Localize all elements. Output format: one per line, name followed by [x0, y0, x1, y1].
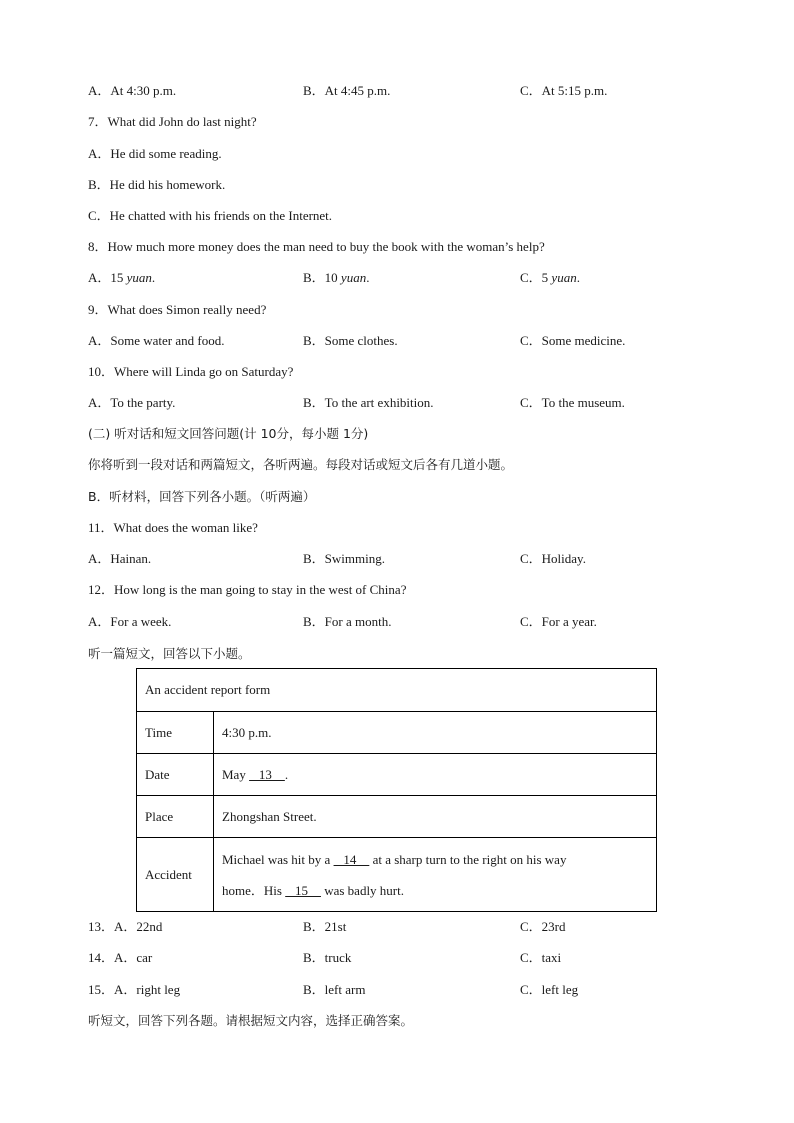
section2-instruction: 你将听到一段对话和两篇短文，各听两遍。每段对话或短文后各有几道小题。: [88, 457, 514, 472]
q11-option-b: B．Swimming.: [303, 551, 385, 566]
report-accident-row: [137, 838, 657, 912]
q6-option-c: C．At 5:15 p.m.: [520, 83, 608, 98]
time-label: Time: [137, 712, 214, 754]
q11-question: 11．What does the woman like?: [88, 520, 258, 535]
q8-option-a: A．15 yuan.: [88, 270, 156, 285]
section2-heading: (二) 听对话和短文回答问题(计 10分，每小题 1分): [88, 426, 369, 441]
q14-option-a: 14．A．car: [88, 950, 153, 965]
report-time-row: [137, 712, 657, 754]
blank-15: 15: [285, 882, 321, 898]
q15-options: [88, 982, 708, 998]
blank-14: 14: [333, 851, 370, 867]
q9-option-a: A．Some water and food.: [88, 333, 225, 348]
q8-options: [88, 270, 708, 286]
q6-option-b: B．At 4:45 p.m.: [303, 83, 391, 98]
q9-option-c: C．Some medicine.: [520, 333, 626, 348]
q12-option-b: B．For a month.: [303, 614, 392, 629]
q9-option-b: B．Some clothes.: [303, 333, 398, 348]
passage-intro: 听一篇短文，回答以下小题。: [88, 646, 251, 661]
time-value: 4:30 p.m.: [214, 712, 657, 754]
q10-options: [88, 395, 708, 411]
q11-option-c: C．Holiday.: [520, 551, 586, 566]
q8-option-c: C．5 yuan.: [520, 270, 580, 285]
q12-option-a: A．For a week.: [88, 614, 172, 629]
q6-options: [88, 83, 708, 99]
q13-option-a: 13．A．22nd: [88, 919, 163, 934]
q12-option-c: C．For a year.: [520, 614, 597, 629]
q14-option-b: B．truck: [303, 950, 352, 965]
q15-option-b: B．left arm: [303, 982, 366, 997]
accident-report-table: [136, 668, 657, 912]
report-date-row: [137, 754, 657, 796]
accident-value: Michael was hit by a 14 at a sharp turn to the right on his way home．His 15 was badly hurt.: [214, 838, 657, 912]
q10-question: 10．Where will Linda go on Saturday?: [88, 364, 294, 379]
q11-options: [88, 551, 708, 567]
q10-option-c: C．To the museum.: [520, 395, 625, 410]
q14-options: [88, 950, 708, 966]
report-place-row: [137, 796, 657, 838]
q6-option-a: A．At 4:30 p.m.: [88, 83, 177, 98]
q10-option-b: B．To the art exhibition.: [303, 395, 434, 410]
q11-option-a: A．Hainan.: [88, 551, 152, 566]
q9-question: 9．What does Simon really need?: [88, 302, 267, 317]
q9-options: [88, 333, 708, 349]
date-label: Date: [137, 754, 214, 796]
accident-label: Accident: [137, 838, 214, 912]
q15-option-c: C．left leg: [520, 982, 579, 997]
q7-option-c: C．He chatted with his friends on the Internet.: [88, 208, 333, 223]
q8-option-b: B．10 yuan.: [303, 270, 370, 285]
q12-question: 12．How long is the man going to stay in the west of China?: [88, 582, 407, 597]
report-title: An accident report form: [137, 669, 657, 712]
place-value: Zhongshan Street.: [214, 796, 657, 838]
q13-option-c: C．23rd: [520, 919, 566, 934]
q15-option-a: 15．A．right leg: [88, 982, 181, 997]
blank-13: 13: [249, 766, 285, 782]
q12-options: [88, 614, 708, 630]
q8-question: 8．How much more money does the man need to buy the book with the woman’s help?: [88, 239, 545, 254]
q7-option-a: A．He did some reading.: [88, 146, 222, 161]
q7-option-b: B．He did his homework.: [88, 177, 226, 192]
q13-option-b: B．21st: [303, 919, 347, 934]
q13-options: [88, 919, 708, 935]
date-value: May 13 .: [214, 754, 657, 796]
q7-question: 7．What did John do last night?: [88, 114, 257, 129]
final-instruction: 听短文，回答下列各题。请根据短文内容，选择正确答案。: [88, 1013, 414, 1028]
part-b-heading: B．听材料，回答下列各小题。（听两遍）: [88, 489, 316, 504]
report-title-row: [137, 669, 657, 712]
q14-option-c: C．taxi: [520, 950, 562, 965]
q10-option-a: A．To the party.: [88, 395, 176, 410]
place-label: Place: [137, 796, 214, 838]
